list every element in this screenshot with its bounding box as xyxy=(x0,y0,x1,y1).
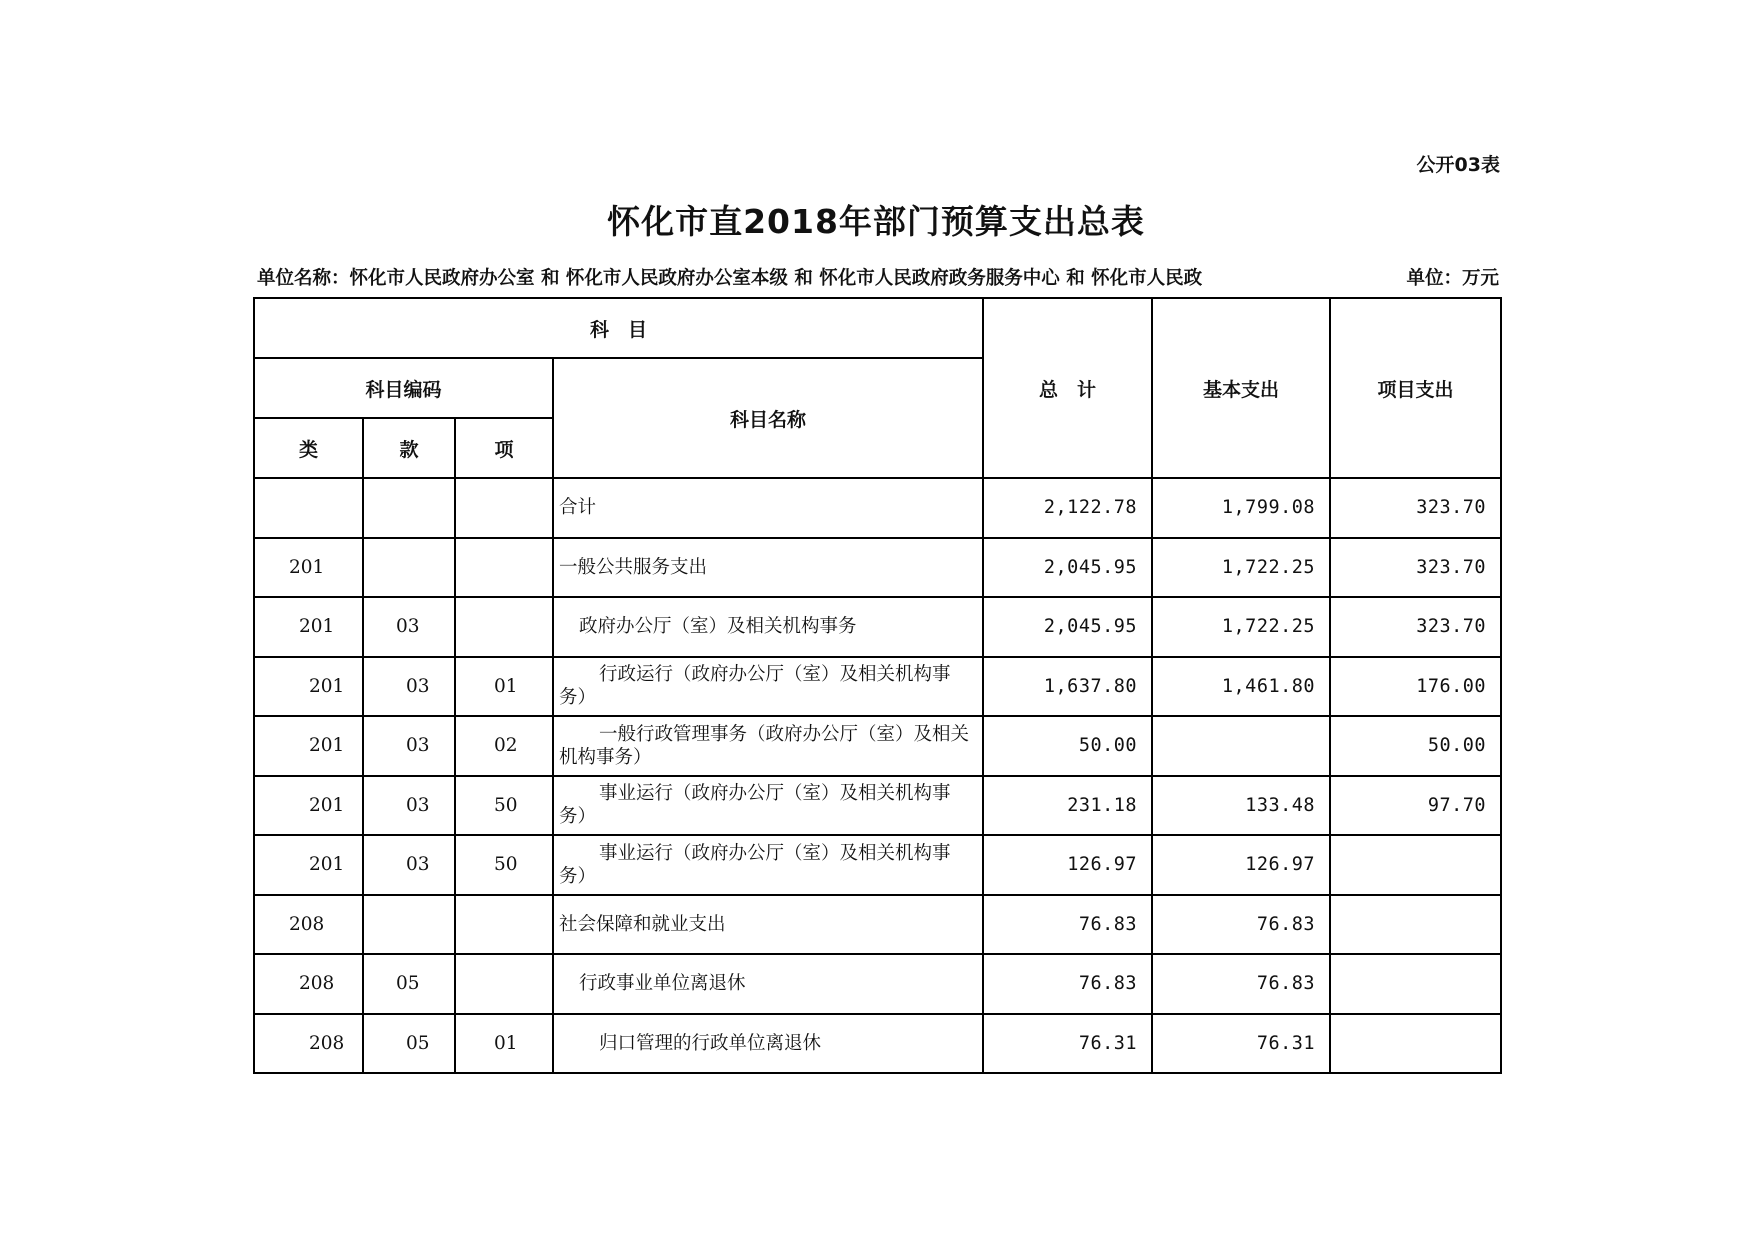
cell-basic: 76.83 xyxy=(1152,895,1330,955)
header-project-expenditure: 项目支出 xyxy=(1330,298,1501,478)
cell-project: 50.00 xyxy=(1330,716,1501,776)
header-item: 项 xyxy=(455,418,553,478)
cell-total: 2,045.95 xyxy=(983,597,1152,657)
cell-basic: 1,722.25 xyxy=(1152,538,1330,598)
cell-project xyxy=(1330,895,1501,955)
cell-basic xyxy=(1152,716,1330,776)
table-row xyxy=(254,776,1501,836)
cell-subject-name xyxy=(553,597,983,657)
cell-total: 2,122.78 xyxy=(983,478,1152,538)
cell-section xyxy=(363,478,455,538)
cell-category: 208 xyxy=(254,1014,363,1074)
page-title: 怀化市直2018年部门预算支出总表 xyxy=(607,202,1145,241)
table-row xyxy=(254,538,1501,598)
cell-total: 76.83 xyxy=(983,895,1152,955)
cell-category: 201 xyxy=(254,776,363,836)
subject-name-text: 社会保障和就业支出 xyxy=(559,913,726,935)
cell-section: 03 xyxy=(363,657,455,717)
cell-basic: 126.97 xyxy=(1152,835,1330,895)
cell-item: 50 xyxy=(455,776,553,836)
header-subject-code: 科目编码 xyxy=(254,358,553,418)
cell-project xyxy=(1330,954,1501,1014)
table-row xyxy=(254,657,1501,717)
subject-name-text: 事业运行（政府办公厅（室）及相关机构事务） xyxy=(559,783,951,828)
cell-basic: 76.83 xyxy=(1152,954,1330,1014)
cell-project xyxy=(1330,835,1501,895)
cell-project: 323.70 xyxy=(1330,597,1501,657)
cell-total: 126.97 xyxy=(983,835,1152,895)
subject-name-text: 事业运行（政府办公厅（室）及相关机构事务） xyxy=(559,842,951,887)
cell-item: 02 xyxy=(455,716,553,776)
cell-category: 201 xyxy=(254,597,363,657)
cell-item xyxy=(455,538,553,598)
header-subject: 科 目 xyxy=(254,298,983,358)
cell-category xyxy=(254,478,363,538)
organization-name: 单位名称：怀化市人民政府办公室 和 怀化市人民政府办公室本级 和 怀化市人民政府政务服务中心 和 怀化市人民政 xyxy=(257,268,1203,289)
cell-project: 323.70 xyxy=(1330,478,1501,538)
cell-category: 201 xyxy=(254,835,363,895)
cell-total: 50.00 xyxy=(983,716,1152,776)
cell-section: 03 xyxy=(363,835,455,895)
cell-item xyxy=(455,895,553,955)
table-row xyxy=(254,895,1501,955)
subject-name-text: 一般公共服务支出 xyxy=(559,556,708,578)
header-basic-expenditure: 基本支出 xyxy=(1152,298,1330,478)
subject-name-text: 政府办公厅（室）及相关机构事务 xyxy=(579,616,857,638)
subject-name-text: 行政事业单位离退休 xyxy=(579,973,746,995)
table-row xyxy=(254,1014,1501,1074)
header-category: 类 xyxy=(254,418,363,478)
cell-section: 03 xyxy=(363,716,455,776)
cell-project xyxy=(1330,1014,1501,1074)
cell-category: 201 xyxy=(254,657,363,717)
cell-basic: 76.31 xyxy=(1152,1014,1330,1074)
cell-subject-name xyxy=(553,478,983,538)
cell-item: 50 xyxy=(455,835,553,895)
header-total: 总 计 xyxy=(983,298,1152,478)
cell-subject-name xyxy=(553,657,983,717)
cell-item xyxy=(455,478,553,538)
subject-name-text: 一般行政管理事务（政府办公厅（室）及相关机构事务） xyxy=(559,723,970,768)
cell-category: 208 xyxy=(254,954,363,1014)
cell-total: 76.83 xyxy=(983,954,1152,1014)
cell-section xyxy=(363,538,455,598)
cell-project: 97.70 xyxy=(1330,776,1501,836)
cell-subject-name xyxy=(553,1014,983,1074)
cell-subject-name xyxy=(553,776,983,836)
cell-project: 323.70 xyxy=(1330,538,1501,598)
table-row xyxy=(254,835,1501,895)
cell-total: 1,637.80 xyxy=(983,657,1152,717)
cell-subject-name xyxy=(553,835,983,895)
cell-total: 2,045.95 xyxy=(983,538,1152,598)
table-row xyxy=(254,597,1501,657)
cell-basic: 133.48 xyxy=(1152,776,1330,836)
table-row xyxy=(254,954,1501,1014)
cell-item xyxy=(455,597,553,657)
cell-category: 208 xyxy=(254,895,363,955)
cell-subject-name xyxy=(553,716,983,776)
cell-total: 76.31 xyxy=(983,1014,1152,1074)
header-subject-name: 科目名称 xyxy=(553,358,983,478)
cell-subject-name xyxy=(553,954,983,1014)
cell-section: 05 xyxy=(363,1014,455,1074)
cell-section: 05 xyxy=(363,954,455,1014)
unit-info-line xyxy=(257,264,1499,290)
cell-section: 03 xyxy=(363,776,455,836)
cell-basic: 1,461.80 xyxy=(1152,657,1330,717)
subject-name-text: 行政运行（政府办公厅（室）及相关机构事务） xyxy=(559,664,951,709)
cell-basic: 1,722.25 xyxy=(1152,597,1330,657)
subject-name-text: 归口管理的行政单位离退休 xyxy=(599,1032,822,1054)
cell-section: 03 xyxy=(363,597,455,657)
cell-section xyxy=(363,895,455,955)
cell-subject-name xyxy=(553,538,983,598)
subject-name-text: 合计 xyxy=(559,497,597,519)
cell-total: 231.18 xyxy=(983,776,1152,836)
cell-subject-name xyxy=(553,895,983,955)
cell-item: 01 xyxy=(455,1014,553,1074)
form-number: 公开03表 xyxy=(1416,154,1500,176)
cell-category: 201 xyxy=(254,538,363,598)
cell-item xyxy=(455,954,553,1014)
cell-item: 01 xyxy=(455,657,553,717)
budget-expenditure-table xyxy=(253,297,1502,1074)
currency-unit: 单位：万元 xyxy=(1406,268,1499,289)
cell-basic: 1,799.08 xyxy=(1152,478,1330,538)
cell-project: 176.00 xyxy=(1330,657,1501,717)
cell-category: 201 xyxy=(254,716,363,776)
table-row xyxy=(254,478,1501,538)
header-section: 款 xyxy=(363,418,455,478)
table-row xyxy=(254,716,1501,776)
